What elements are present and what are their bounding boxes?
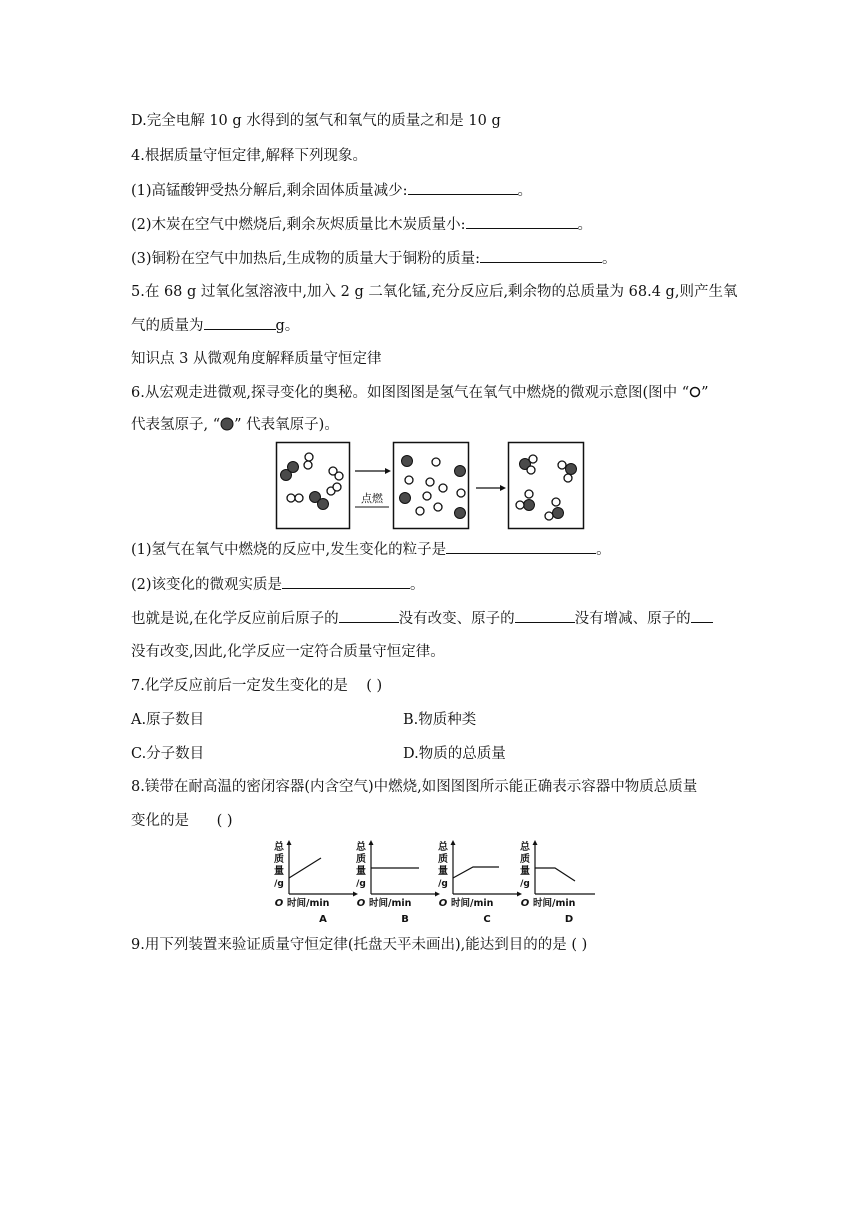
oxygen-atom bbox=[455, 508, 466, 519]
x-arrow-icon bbox=[435, 892, 440, 897]
y-axis-label: 质 bbox=[438, 854, 448, 865]
question-6-1-text: (1)氢气在氧气中燃烧的反应中,发生变化的粒子是 bbox=[131, 542, 447, 558]
period: 。 bbox=[596, 542, 611, 558]
arrow-head-icon bbox=[500, 485, 506, 491]
option-b: B.物质种类 bbox=[403, 712, 477, 728]
period: 。 bbox=[410, 577, 425, 593]
answer-blank[interactable] bbox=[466, 214, 578, 229]
question-6-line-1 bbox=[131, 383, 709, 403]
y-axis-label: /g bbox=[356, 879, 366, 889]
option-letter: C bbox=[483, 914, 491, 925]
question-6-3-text: 没有改变、原子的 bbox=[398, 611, 515, 627]
period: 。 bbox=[517, 183, 533, 199]
hydrogen-atom bbox=[423, 492, 431, 500]
question-4-2 bbox=[131, 214, 592, 235]
origin-label: O bbox=[356, 898, 366, 909]
option-letter: A bbox=[319, 914, 327, 925]
question-6-3-text: 也就是说,在化学反应前后原子的 bbox=[131, 611, 339, 627]
question-6-line-2 bbox=[131, 415, 339, 435]
y-axis-label: 总 bbox=[356, 842, 366, 853]
quote-mark: ” bbox=[701, 385, 709, 401]
graph-a bbox=[274, 840, 358, 925]
question-6-4: 没有改变,因此,化学反应一定符合质量守恒定律。 bbox=[131, 644, 445, 660]
y-axis-label: 质 bbox=[520, 854, 530, 865]
option-d: D.物质的总质量 bbox=[403, 746, 506, 762]
question-5-line-2 bbox=[131, 315, 299, 336]
question-6-text: 代表氢原子, “ bbox=[131, 417, 221, 433]
y-axis-label: /g bbox=[274, 879, 284, 889]
question-6-1 bbox=[131, 539, 611, 560]
answer-blank[interactable] bbox=[515, 608, 575, 623]
answer-blank[interactable] bbox=[408, 180, 518, 195]
question-7-stem bbox=[131, 676, 382, 696]
question-5-line-1: 5.在 68 g 过氧化氢溶液中,加入 2 g 二氧化锰,充分反应后,剩余物的总质量为 68.4 g,则产生氧 bbox=[131, 284, 738, 300]
question-5-text: 气的质量为 bbox=[131, 318, 204, 334]
y-axis-label: /g bbox=[520, 879, 530, 889]
oxygen-atom bbox=[402, 456, 413, 467]
arrow-label: 点燃 bbox=[361, 492, 383, 505]
y-axis-label: 量 bbox=[274, 866, 284, 877]
question-4-3 bbox=[131, 248, 617, 269]
origin-label: O bbox=[438, 898, 448, 909]
question-8-text: 变化的是 bbox=[131, 813, 189, 829]
x-arrow-icon bbox=[517, 892, 522, 897]
question-6-2 bbox=[131, 574, 425, 595]
mass-time-graphs bbox=[265, 836, 595, 928]
answer-blank[interactable] bbox=[446, 539, 596, 554]
answer-blank[interactable] bbox=[339, 608, 399, 623]
question-8-line-2 bbox=[131, 811, 233, 831]
question-4-3-text: (3)铜粉在空气中加热后,生成物的质量大于铜粉的质量: bbox=[131, 251, 481, 267]
period: 。 bbox=[602, 251, 617, 267]
origin-label: O bbox=[274, 898, 284, 909]
hydrogen-atom bbox=[457, 489, 465, 497]
hydrogen-atom bbox=[432, 458, 440, 466]
answer-parentheses[interactable]: ( ) bbox=[366, 678, 383, 694]
hydrogen-atom bbox=[439, 484, 447, 492]
graph-c bbox=[438, 840, 522, 925]
answer-parentheses[interactable]: ( ) bbox=[571, 937, 588, 953]
question-3-option-d: D.完全电解 10 g 水得到的氢气和氧气的质量之和是 10 g bbox=[131, 113, 501, 129]
mass-curve bbox=[289, 858, 321, 878]
question-9-text: 9.用下列装置来验证质量守恒定律(托盘天平未画出),能达到目的的是 bbox=[131, 937, 567, 953]
oxygen-atom bbox=[400, 493, 411, 504]
y-axis-label: 质 bbox=[274, 854, 284, 865]
hydrogen-atom bbox=[426, 478, 434, 486]
answer-blank[interactable] bbox=[691, 608, 713, 623]
mass-curve bbox=[453, 867, 499, 878]
y-axis-label: 质 bbox=[356, 854, 366, 865]
micro-reaction-diagram bbox=[275, 441, 587, 533]
x-axis-label: 时间/min bbox=[369, 898, 412, 909]
y-axis-label: 总 bbox=[438, 842, 448, 853]
option-letter: D bbox=[564, 914, 574, 925]
mass-curve bbox=[535, 868, 575, 881]
hydrogen-atom bbox=[405, 476, 413, 484]
question-4-stem: 4.根据质量守恒定律,解释下列现象。 bbox=[131, 148, 367, 164]
option-letter: B bbox=[401, 914, 409, 925]
y-axis-label: 量 bbox=[356, 866, 366, 877]
oxygen-atom-icon bbox=[220, 417, 234, 431]
y-axis-label: /g bbox=[438, 879, 448, 889]
x-axis-label: 时间/min bbox=[287, 898, 330, 909]
y-arrow-icon bbox=[451, 840, 456, 845]
option-a: A.原子数目 bbox=[131, 712, 205, 728]
question-6-2-text: (2)该变化的微观实质是 bbox=[131, 577, 283, 593]
option-c: C.分子数目 bbox=[131, 746, 205, 762]
answer-blank[interactable] bbox=[204, 315, 276, 330]
question-7-text: 7.化学反应前后一定发生变化的是 bbox=[131, 678, 348, 694]
question-6-3-text: 没有增减、原子的 bbox=[574, 611, 691, 627]
graph-d bbox=[520, 840, 595, 925]
hydrogen-atom-icon bbox=[689, 386, 701, 398]
period: 。 bbox=[577, 217, 593, 233]
x-axis-label: 时间/min bbox=[451, 898, 494, 909]
x-axis-label: 时间/min bbox=[533, 898, 576, 909]
hydrogen-atom bbox=[434, 503, 442, 511]
question-6-text: ” 代表氧原子)。 bbox=[234, 417, 339, 433]
question-4-1-text: (1)高锰酸钾受热分解后,剩余固体质量减少: bbox=[131, 183, 408, 199]
answer-blank[interactable] bbox=[282, 574, 410, 589]
question-6-3 bbox=[131, 608, 713, 629]
answer-blank[interactable] bbox=[480, 248, 602, 263]
y-arrow-icon bbox=[369, 840, 374, 845]
y-arrow-icon bbox=[533, 840, 538, 845]
question-9-stem bbox=[131, 935, 587, 955]
y-axis-label: 总 bbox=[520, 842, 530, 853]
arrow-head-icon bbox=[385, 468, 391, 474]
y-arrow-icon bbox=[287, 840, 292, 845]
graph-b bbox=[356, 840, 440, 925]
question-4-2-text: (2)木炭在空气中燃烧后,剩余灰烬质量比木炭质量小: bbox=[131, 217, 466, 233]
question-6-text: 6.从宏观走进微观,探寻变化的奥秘。如图图图是氢气在氧气中燃烧的微观示意图(图中 “ bbox=[131, 385, 690, 401]
knowledge-point-heading: 知识点 3 从微观角度解释质量守恒定律 bbox=[131, 351, 382, 367]
question-8-line-1: 8.镁带在耐高温的密闭容器(内含空气)中燃烧,如图图图所示能正确表示容器中物质总质量 bbox=[131, 779, 698, 795]
question-4-1 bbox=[131, 180, 532, 201]
answer-parentheses[interactable]: ( ) bbox=[216, 813, 233, 829]
y-axis-label: 量 bbox=[438, 866, 448, 877]
x-arrow-icon bbox=[353, 892, 358, 897]
y-axis-label: 总 bbox=[274, 842, 284, 853]
y-axis-label: 量 bbox=[520, 866, 530, 877]
origin-label: O bbox=[520, 898, 530, 909]
unit-text: g。 bbox=[275, 318, 300, 334]
oxygen-atom bbox=[455, 466, 466, 477]
hydrogen-atom bbox=[416, 507, 424, 515]
